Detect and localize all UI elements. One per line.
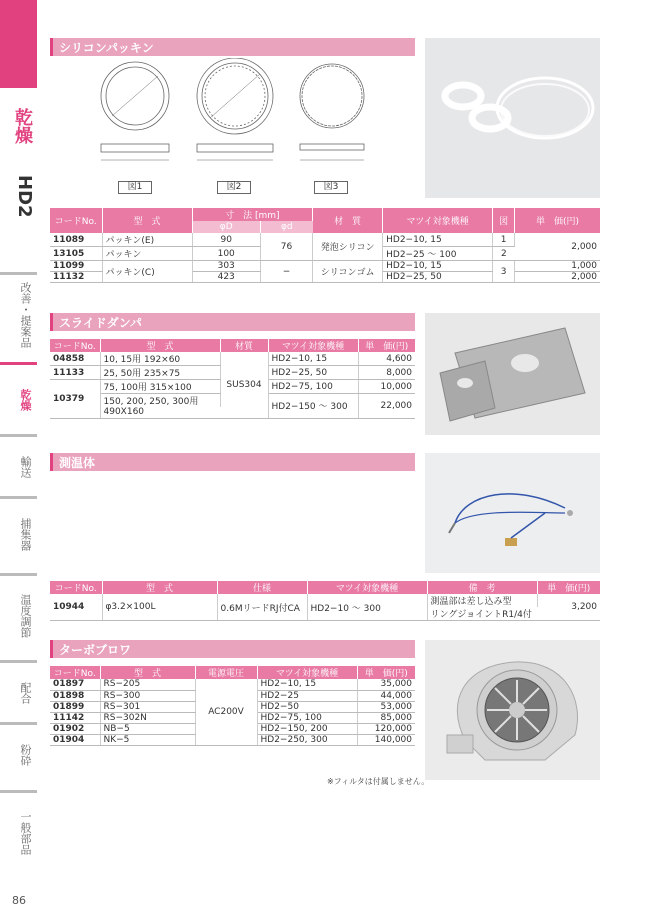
side-tab-ondo[interactable]: 温度調節 <box>0 573 37 653</box>
figure-3-drawing <box>300 64 364 160</box>
slide-damper-photo <box>425 313 600 435</box>
category-color-bar <box>0 0 37 88</box>
packing-diagrams <box>80 58 400 198</box>
silicone-section-header: シリコンパッキン <box>50 38 415 56</box>
table-row: 01897 RS−205 AC200V HD2−10, 15 35,000 <box>50 679 415 690</box>
table-row: 11099 パッキン(C) 303 − シリコンゴム HD2−10, 15 3 1,000 <box>50 261 600 272</box>
thermo-sensor-photo <box>425 453 600 573</box>
figure-2-drawing <box>197 58 273 160</box>
thermo-section-header: 測温体 <box>50 453 415 471</box>
table-row: 10944 φ3.2×100L 0.6MリードRJ付CA HD2−10 〜 300 測温部は差し込み型 3,200 <box>50 594 600 607</box>
side-tab-yuso[interactable]: 輸送 <box>0 434 37 494</box>
turbo-blower-photo <box>425 640 600 780</box>
product-code-title: HD2 <box>14 174 35 218</box>
table-row: 01904 NK−5 HD2−250, 300 140,000 <box>50 734 415 745</box>
blower-section-header: ターボブロワ <box>50 640 415 658</box>
page-number: 86 <box>12 894 26 907</box>
table-row: 11132 423 HD2−25, 50 2,000 <box>50 272 600 283</box>
figure-2-label: 図2 <box>217 181 251 194</box>
table-row: 01898 RS−300 HD2−25 44,000 <box>50 690 415 701</box>
table-row: 01902 NB−5 HD2−150, 200 120,000 <box>50 723 415 734</box>
table-row: 11142 RS−302N HD2−75, 100 85,000 <box>50 712 415 723</box>
figure-1-label: 図1 <box>118 181 152 194</box>
table-row: 11089 パッキン(E) 90 76 発泡シリコン HD2−10, 15 1 2,000 <box>50 233 600 247</box>
side-tab-ippan[interactable]: 一般部品 <box>0 790 37 870</box>
blower-note: ※フィルタは付属しません。 <box>327 777 430 786</box>
table-row: 01899 RS−301 HD2−50 53,000 <box>50 701 415 712</box>
category-title: 乾燥 <box>12 108 33 144</box>
side-tab-funsai[interactable]: 粉砕 <box>0 722 37 782</box>
table-row: 150, 200, 250, 300用 HD2−150 〜 300 22,000 <box>50 394 415 408</box>
figure-3-label: 図3 <box>314 181 348 194</box>
table-row: 11133 25, 50用 235×75 HD2−25, 50 8,000 <box>50 366 415 380</box>
table-row: 10379 75, 100用 315×100 HD2−75, 100 10,000 <box>50 380 415 394</box>
damper-table: コードNo. 型 式 材質 マツイ対象機種 単 価(円) 04858 10, 15用 192×60 SUS304 HD2−10, 15 4,600 11133 25, 50用 235×75 HD2−25, 50 8,000 10379 75, 100用 315×100 HD2−75, 100 10,000 150, 200, 250, 300用 HD2−150 〜 300 22,000 490X160 <box>50 339 415 419</box>
figure-1-drawing <box>101 62 169 160</box>
thermo-table: コードNo. 型 式 仕様 マツイ対象機種 備 考 単 価(円) 10944 φ3.2×100L 0.6MリードRJ付CA HD2−10 〜 300 測温部は差し込み型 3,200 リングジョイントR1/4付 <box>50 581 600 621</box>
table-row: 04858 10, 15用 192×60 SUS304 HD2−10, 15 4,600 <box>50 352 415 366</box>
side-tab-kanso[interactable]: 乾燥 <box>0 362 37 432</box>
table-row: 490X160 <box>50 407 415 418</box>
table-row: リングジョイントR1/4付 <box>50 607 600 621</box>
silicone-table: コードNo. 型 式 寸 法 [mm] 材 質 マツイ対象機種 図 単 価(円) φD φd 11089 パッキン(E) 90 76 発泡シリコン HD2−10, 15 1 2,000 13105 パッキン 100 HD2−25 〜 100 2 11099 パッキン(C) 303 − シリコンゴム HD2−10, 15 3 1,000 11132 423 HD2−25, 50 2,000 <box>50 208 600 283</box>
side-tab-kaizen[interactable]: 改善・提案品 <box>0 272 37 352</box>
side-tab-shushuki[interactable]: 捕集器 <box>0 496 37 566</box>
damper-section-header: スライドダンパ <box>50 313 415 331</box>
table-row: 13105 パッキン 100 HD2−25 〜 100 2 <box>50 247 600 261</box>
silicone-packing-photo <box>425 38 600 198</box>
blower-table: コードNo. 型 式 電源電圧 マツイ対象機種 単 価(円) 01897 RS−205 AC200V HD2−10, 15 35,000 01898 RS−300 HD2−25 44,000 01899 RS−301 HD2−50 53,000 11142 RS−302N HD2−75, 100 85,000 01902 NB−5 HD2−150, 200 120,000 01904 NK−5 HD2−250, 300 140,000 <box>50 666 415 746</box>
side-tab-haigo[interactable]: 配合 <box>0 660 37 720</box>
